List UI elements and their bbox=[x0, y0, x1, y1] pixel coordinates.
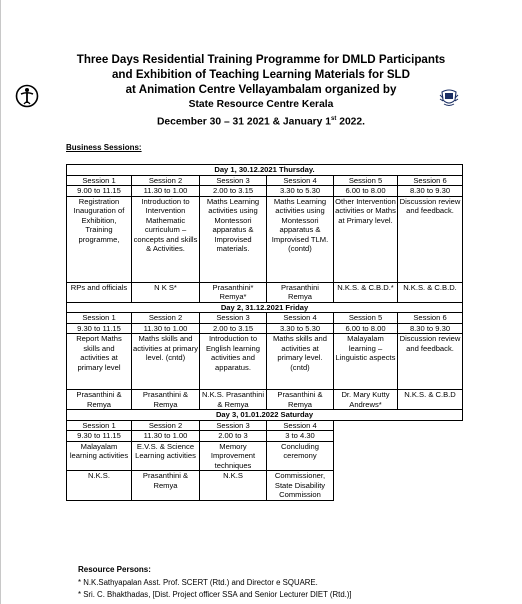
session-cell: Session 3 bbox=[200, 420, 267, 431]
empty-area bbox=[334, 420, 463, 500]
title-line-1: Three Days Residential Training Programme for DMLD Participants bbox=[76, 53, 446, 66]
resource-person-2: * Sri. C. Bhakthadas, [Dist. Project officer SSA and Senior Lecturer DIET (Rtd.)] bbox=[78, 590, 352, 599]
person-cell: Prasanthini & Remya bbox=[132, 390, 200, 410]
person-cell: N.K.S bbox=[200, 471, 267, 501]
time-cell: 11.30 to 1.00 bbox=[132, 323, 200, 334]
session-cell: Session 5 bbox=[334, 313, 398, 324]
time-cell: 8.30 to 9.30 bbox=[398, 186, 463, 197]
person-cell: N.K.S. & C.B.D bbox=[398, 390, 463, 410]
session-cell: Session 1 bbox=[67, 175, 132, 186]
person-cell: Prasanthini & Remya bbox=[267, 390, 334, 410]
time-cell: 6.00 to 8.00 bbox=[334, 186, 398, 197]
session-cell: Session 6 bbox=[398, 175, 463, 186]
day-3-title-row bbox=[67, 410, 463, 421]
time-cell: 3.30 to 5.30 bbox=[267, 323, 334, 334]
session-cell: Session 3 bbox=[200, 175, 267, 186]
day-2-person-row bbox=[67, 390, 463, 410]
person-cell: Prasanthini Remya bbox=[267, 282, 334, 302]
topic-cell: Discussion review and feedback. bbox=[398, 334, 463, 390]
time-cell: 2.00 to 3 bbox=[200, 431, 267, 442]
person-cell: Prasanthini & Remya bbox=[132, 471, 200, 501]
topic-cell: Memory Improvement techniques bbox=[200, 441, 267, 471]
time-cell: 3.30 to 5.30 bbox=[267, 186, 334, 197]
resource-persons-section bbox=[78, 565, 508, 601]
day-1-time-row bbox=[67, 186, 463, 197]
topic-cell: Malayalam learning activities bbox=[67, 441, 132, 471]
topic-cell: Maths Learning activities using Montessori apparatus & Improvised materials. bbox=[200, 196, 267, 282]
time-cell: 9.00 to 11.15 bbox=[67, 186, 132, 197]
session-cell: Session 1 bbox=[67, 420, 132, 431]
day-2-title: Day 2, 31.12.2021 Friday bbox=[67, 302, 463, 313]
topic-cell: Malayalam learning – Linguistic aspects bbox=[334, 334, 398, 390]
session-cell: Session 2 bbox=[132, 420, 200, 431]
topic-cell: Registration Inauguration of Exhibition, Training programme, bbox=[67, 196, 132, 282]
title-line-2: and Exhibition of Teaching Learning Materials for SLD bbox=[111, 68, 411, 81]
day-1-session-row bbox=[67, 175, 463, 186]
time-cell: 6.00 to 8.00 bbox=[334, 323, 398, 334]
topic-cell: Concluding ceremony bbox=[267, 441, 334, 471]
person-cell: N.K.S. & C.B.D.* bbox=[334, 282, 398, 302]
time-cell: 9.30 to 11.15 bbox=[67, 431, 132, 442]
time-cell: 9.30 to 11.15 bbox=[67, 323, 132, 334]
resource-persons-title: Resource Persons: bbox=[78, 565, 151, 574]
session-cell: Session 5 bbox=[334, 175, 398, 186]
day-2-time-row bbox=[67, 323, 463, 334]
resource-person-1: * N.K.Sathyapalan Asst. Prof. SCERT (Rtd.) and Director e SQUARE. bbox=[78, 578, 318, 587]
person-cell: RPs and officials bbox=[67, 282, 132, 302]
time-cell: 8.30 to 9.30 bbox=[398, 323, 463, 334]
person-cell: Prasanthini & Remya bbox=[67, 390, 132, 410]
topic-cell: Discussion review and feedback. bbox=[398, 196, 463, 282]
topic-cell: E.V.S. & Science Learning activities bbox=[132, 441, 200, 471]
organizer-line: State Resource Centre Kerala bbox=[188, 99, 334, 110]
person-cell: N.K.S. bbox=[67, 471, 132, 501]
person-cell: Dr. Mary Kutty Andrews* bbox=[334, 390, 398, 410]
time-cell: 11.30 to 1.00 bbox=[132, 186, 200, 197]
topic-cell: Maths Learning activities using Montessori apparatus & Improvised TLM. (contd) bbox=[267, 196, 334, 282]
day-1-topic-row bbox=[67, 196, 463, 282]
day-2-title-row bbox=[67, 302, 463, 313]
time-cell: 3 to 4.30 bbox=[267, 431, 334, 442]
session-cell: Session 4 bbox=[267, 420, 334, 431]
day-3-title: Day 3, 01.01.2022 Saturday bbox=[67, 410, 463, 421]
day-3-session-row bbox=[67, 420, 463, 431]
title-line-3: at Animation Centre Vellayambalam organized by bbox=[125, 83, 397, 96]
topic-cell: Introduction to Intervention Mathematic curriculum – concepts and skills & Activities. bbox=[132, 196, 200, 282]
business-sessions-label: Business Sessions: bbox=[66, 143, 142, 152]
session-cell: Session 6 bbox=[398, 313, 463, 324]
person-cell: N K S* bbox=[132, 282, 200, 302]
topic-cell: Maths skills and activities at primary level. (cntd) bbox=[267, 334, 334, 390]
session-cell: Session 2 bbox=[132, 175, 200, 186]
document-header bbox=[0, 52, 522, 129]
topic-cell: Introduction to English learning activities and apparatus. bbox=[200, 334, 267, 390]
day-1-title: Day 1, 30.12.2021 Thursday. bbox=[67, 165, 463, 176]
time-cell: 2.00 to 3.15 bbox=[200, 186, 267, 197]
time-cell: 11.30 to 1.00 bbox=[132, 431, 200, 442]
day-2-session-row bbox=[67, 313, 463, 324]
topic-cell: Report Maths skills and activities at primary level bbox=[67, 334, 132, 390]
session-cell: Session 4 bbox=[267, 175, 334, 186]
time-cell: 2.00 to 3.15 bbox=[200, 323, 267, 334]
topic-cell: Maths skills and activities at primary level. (cntd) bbox=[132, 334, 200, 390]
person-cell: N.K.S. & C.B.D. bbox=[398, 282, 463, 302]
day-2-topic-row bbox=[67, 334, 463, 390]
dates-line: December 30 – 31 2021 & January 1st 2022. bbox=[156, 116, 365, 128]
person-cell: N.K.S. Prasanthini & Remya bbox=[200, 390, 267, 410]
topic-cell: Other Intervention activities or Maths at Primary level. bbox=[334, 196, 398, 282]
day-1-title-row bbox=[67, 165, 463, 176]
schedule-table bbox=[66, 164, 463, 501]
session-cell: Session 1 bbox=[67, 313, 132, 324]
person-cell: Commissioner, State Disability Commission bbox=[267, 471, 334, 501]
session-cell: Session 2 bbox=[132, 313, 200, 324]
day-1-person-row bbox=[67, 282, 463, 302]
person-cell: Prasanthini* Remya* bbox=[200, 282, 267, 302]
session-cell: Session 3 bbox=[200, 313, 267, 324]
session-cell: Session 4 bbox=[267, 313, 334, 324]
